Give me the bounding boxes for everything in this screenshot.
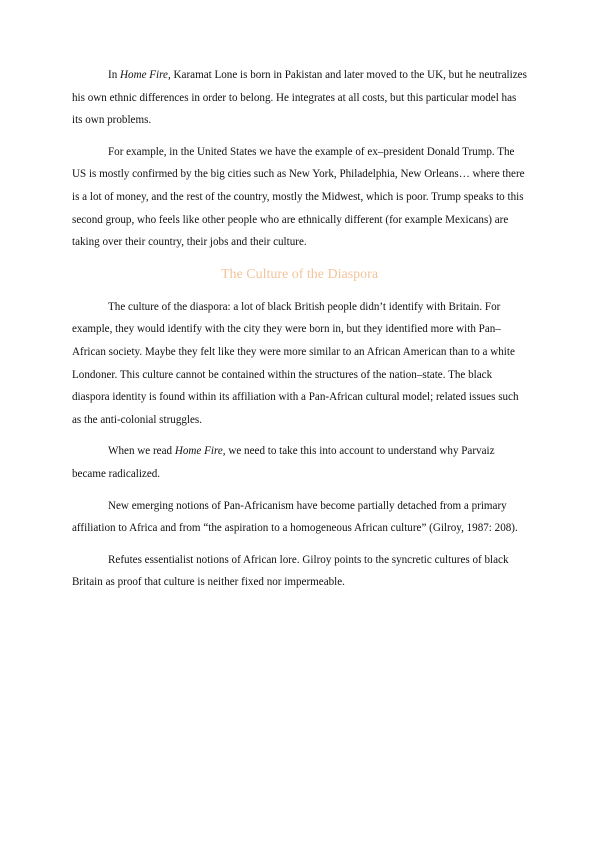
paragraph-text: we need to take this into account to understand why Parvaiz became radicalized. (72, 445, 495, 480)
paragraph-text: In (108, 69, 121, 81)
book-title: Home Fire, (120, 69, 171, 81)
paragraph-refutes-essentialist: Refutes essentialist notions of African lore. Gilroy points to the syncretic cultures of black Britain as proof that culture is neither fixed nor impermeable. (72, 553, 509, 589)
paragraph-home-fire-parvaiz (72, 440, 527, 485)
paragraph-pan-africanism: New emerging notions of Pan-Africanism have become partially detached from a primary affiliation to Africa and from “the aspiration to a homogeneous African culture” (Gilroy, 1987: 208). (72, 499, 518, 535)
paragraph-diaspora-culture: The culture of the diaspora: a lot of black British people didn’t identify with Britain. For example, they would identify with the city they were born in, but they identified more with Pan–African society. Maybe they felt like they were more similar to an African American than to a white Londoner. This culture cannot be contained within the structures of the nation–state. The black diaspora identity is found within its affiliation with a Pan-African cultural model; related issues such as the anti-colonial struggles. (72, 300, 519, 426)
document-page (72, 64, 527, 603)
paragraph-text: Karamat Lone is born in Pakistan and later moved to the UK, but he neutralizes his own ethnic differences in order to belong. He integrates at all costs, but this particular model has its own problems. (72, 69, 527, 127)
paragraph-home-fire-karamat (72, 64, 527, 132)
paragraph-text: When we read (108, 445, 175, 458)
book-title: Home Fire, (174, 445, 226, 458)
paragraph-trump-example: For example, in the United States we have the example of ex–president Donald Trump. The US is mostly confirmed by the big cities such as New York, Philadelphia, New Orleans… where there is a lot of money, and the rest of the country, mostly the Midwest, which is poor. Trump speaks to this second group, who feels like other people who are ethnically different (for example Mexicans) are taking over their country, their jobs and their culture. (72, 145, 525, 249)
section-heading: The Culture of the Diaspora (220, 266, 379, 282)
